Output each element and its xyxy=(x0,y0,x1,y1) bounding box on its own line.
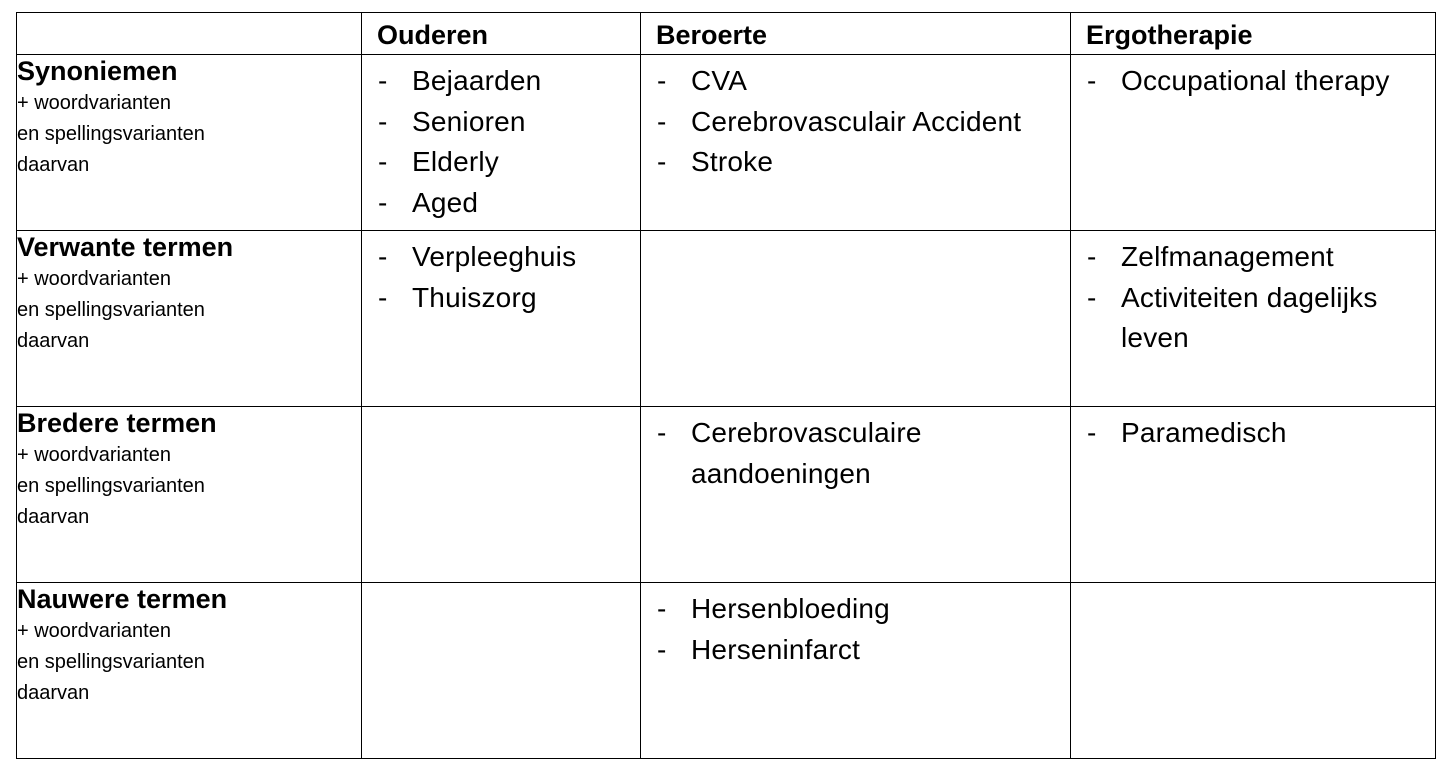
term-list-item xyxy=(378,61,640,102)
term-list-item xyxy=(378,278,640,319)
dash-bullet-icon: - xyxy=(378,65,388,96)
term-text: Aged xyxy=(412,186,479,218)
row-subtitle-line: en spellingsvarianten xyxy=(17,123,205,145)
dash-bullet-icon: - xyxy=(657,105,667,137)
term-text: Senioren xyxy=(412,105,526,137)
term-text: CVA xyxy=(691,65,748,96)
row-subtitle-line: daarvan xyxy=(17,682,90,704)
table-cell xyxy=(362,583,641,759)
column-header-cell xyxy=(362,13,641,55)
term-text: Herseninfarct xyxy=(691,633,861,665)
dash-bullet-icon: - xyxy=(378,146,388,177)
dash-bullet-icon: - xyxy=(657,593,667,624)
table-cell xyxy=(362,407,641,583)
dash-bullet-icon: - xyxy=(657,65,667,96)
term-text: Verpleeghuis xyxy=(412,241,577,272)
term-list xyxy=(1071,407,1435,454)
header-row xyxy=(17,13,1436,55)
table-cell xyxy=(641,231,1071,407)
row-header-cell xyxy=(17,583,362,759)
term-list-item xyxy=(657,630,1070,671)
term-text: Occupational therapy xyxy=(1121,65,1390,96)
term-list-item xyxy=(1087,61,1435,102)
table-row-verwante-termen xyxy=(17,231,1436,407)
row-title: Verwante termen xyxy=(17,232,234,262)
term-list xyxy=(641,407,1070,494)
table-cell xyxy=(1071,407,1436,583)
table-cell xyxy=(641,55,1071,231)
term-text: Bejaarden xyxy=(412,65,542,96)
dash-bullet-icon: - xyxy=(1087,241,1097,272)
table-cell xyxy=(641,407,1071,583)
dash-bullet-icon: - xyxy=(657,633,667,665)
term-text: Cerebrovasculaire aandoeningen xyxy=(691,417,922,489)
dash-bullet-icon: - xyxy=(1087,281,1097,313)
column-header-corner xyxy=(17,13,361,20)
row-subtitle-line: + woordvarianten xyxy=(17,268,171,290)
dash-bullet-icon: - xyxy=(1087,417,1097,448)
row-title: Bredere termen xyxy=(17,408,217,438)
table-cell xyxy=(1071,583,1436,759)
term-list-item xyxy=(378,237,640,278)
column-header-beroerte: Beroerte xyxy=(656,20,768,50)
term-text: Activiteiten dagelijks leven xyxy=(1121,281,1378,353)
table-row-synoniemen xyxy=(17,55,1436,231)
term-text: Paramedisch xyxy=(1121,417,1287,448)
term-text: Thuiszorg xyxy=(412,281,537,313)
row-subtitle-line: en spellingsvarianten xyxy=(17,299,205,321)
table-row-nauwere-termen xyxy=(17,583,1436,759)
column-header-cell xyxy=(641,13,1071,55)
table-cell xyxy=(362,231,641,407)
dash-bullet-icon: - xyxy=(378,105,388,137)
term-text: Elderly xyxy=(412,146,499,177)
term-text: Stroke xyxy=(691,146,774,177)
row-subtitle xyxy=(17,616,361,709)
corner-cell xyxy=(17,13,362,55)
term-list-item xyxy=(657,61,1070,102)
table-row-bredere-termen xyxy=(17,407,1436,583)
term-text: Cerebrovasculair Accident xyxy=(691,105,1022,137)
term-text: Hersenbloeding xyxy=(691,593,890,624)
row-title: Nauwere termen xyxy=(17,584,228,614)
dash-bullet-icon: - xyxy=(378,186,388,218)
row-subtitle-line: + woordvarianten xyxy=(17,444,171,466)
row-subtitle xyxy=(17,88,361,181)
dash-bullet-icon: - xyxy=(378,241,388,272)
term-list xyxy=(362,231,640,318)
row-subtitle xyxy=(17,440,361,533)
table-body xyxy=(17,55,1436,759)
term-list-item xyxy=(657,102,1070,143)
row-subtitle xyxy=(17,264,361,357)
table-cell xyxy=(1071,231,1436,407)
term-list xyxy=(362,55,640,223)
term-list-item xyxy=(1087,237,1435,278)
term-list xyxy=(641,55,1070,183)
term-list xyxy=(1071,231,1435,359)
term-text: Zelfmanagement xyxy=(1121,241,1334,272)
row-subtitle-line: daarvan xyxy=(17,506,90,528)
dash-bullet-icon: - xyxy=(1087,65,1097,96)
row-header-cell xyxy=(17,407,362,583)
column-header-ouderen: Ouderen xyxy=(377,20,489,50)
term-list-item xyxy=(378,102,640,143)
term-list-item xyxy=(378,142,640,183)
row-subtitle-line: en spellingsvarianten xyxy=(17,475,205,497)
term-list-item xyxy=(1087,413,1435,454)
term-list-item xyxy=(378,183,640,224)
row-subtitle-line: en spellingsvarianten xyxy=(17,651,205,673)
row-subtitle-line: + woordvarianten xyxy=(17,620,171,642)
row-header-cell xyxy=(17,55,362,231)
term-list-item xyxy=(1087,278,1435,359)
row-title: Synoniemen xyxy=(17,56,178,86)
term-list-item xyxy=(657,142,1070,183)
term-list xyxy=(641,583,1070,670)
row-subtitle-line: daarvan xyxy=(17,330,90,352)
term-list-item xyxy=(657,413,1070,494)
row-subtitle-line: + woordvarianten xyxy=(17,92,171,114)
table-cell xyxy=(641,583,1071,759)
term-list-item xyxy=(657,589,1070,630)
row-header-cell xyxy=(17,231,362,407)
search-terms-table xyxy=(16,12,1436,759)
row-subtitle-line: daarvan xyxy=(17,154,90,176)
column-header-ergotherapie: Ergotherapie xyxy=(1086,20,1253,50)
dash-bullet-icon: - xyxy=(378,281,388,313)
dash-bullet-icon: - xyxy=(657,146,667,177)
dash-bullet-icon: - xyxy=(657,417,667,448)
column-header-cell xyxy=(1071,13,1436,55)
table-cell xyxy=(362,55,641,231)
term-list xyxy=(1071,55,1435,102)
table-cell xyxy=(1071,55,1436,231)
